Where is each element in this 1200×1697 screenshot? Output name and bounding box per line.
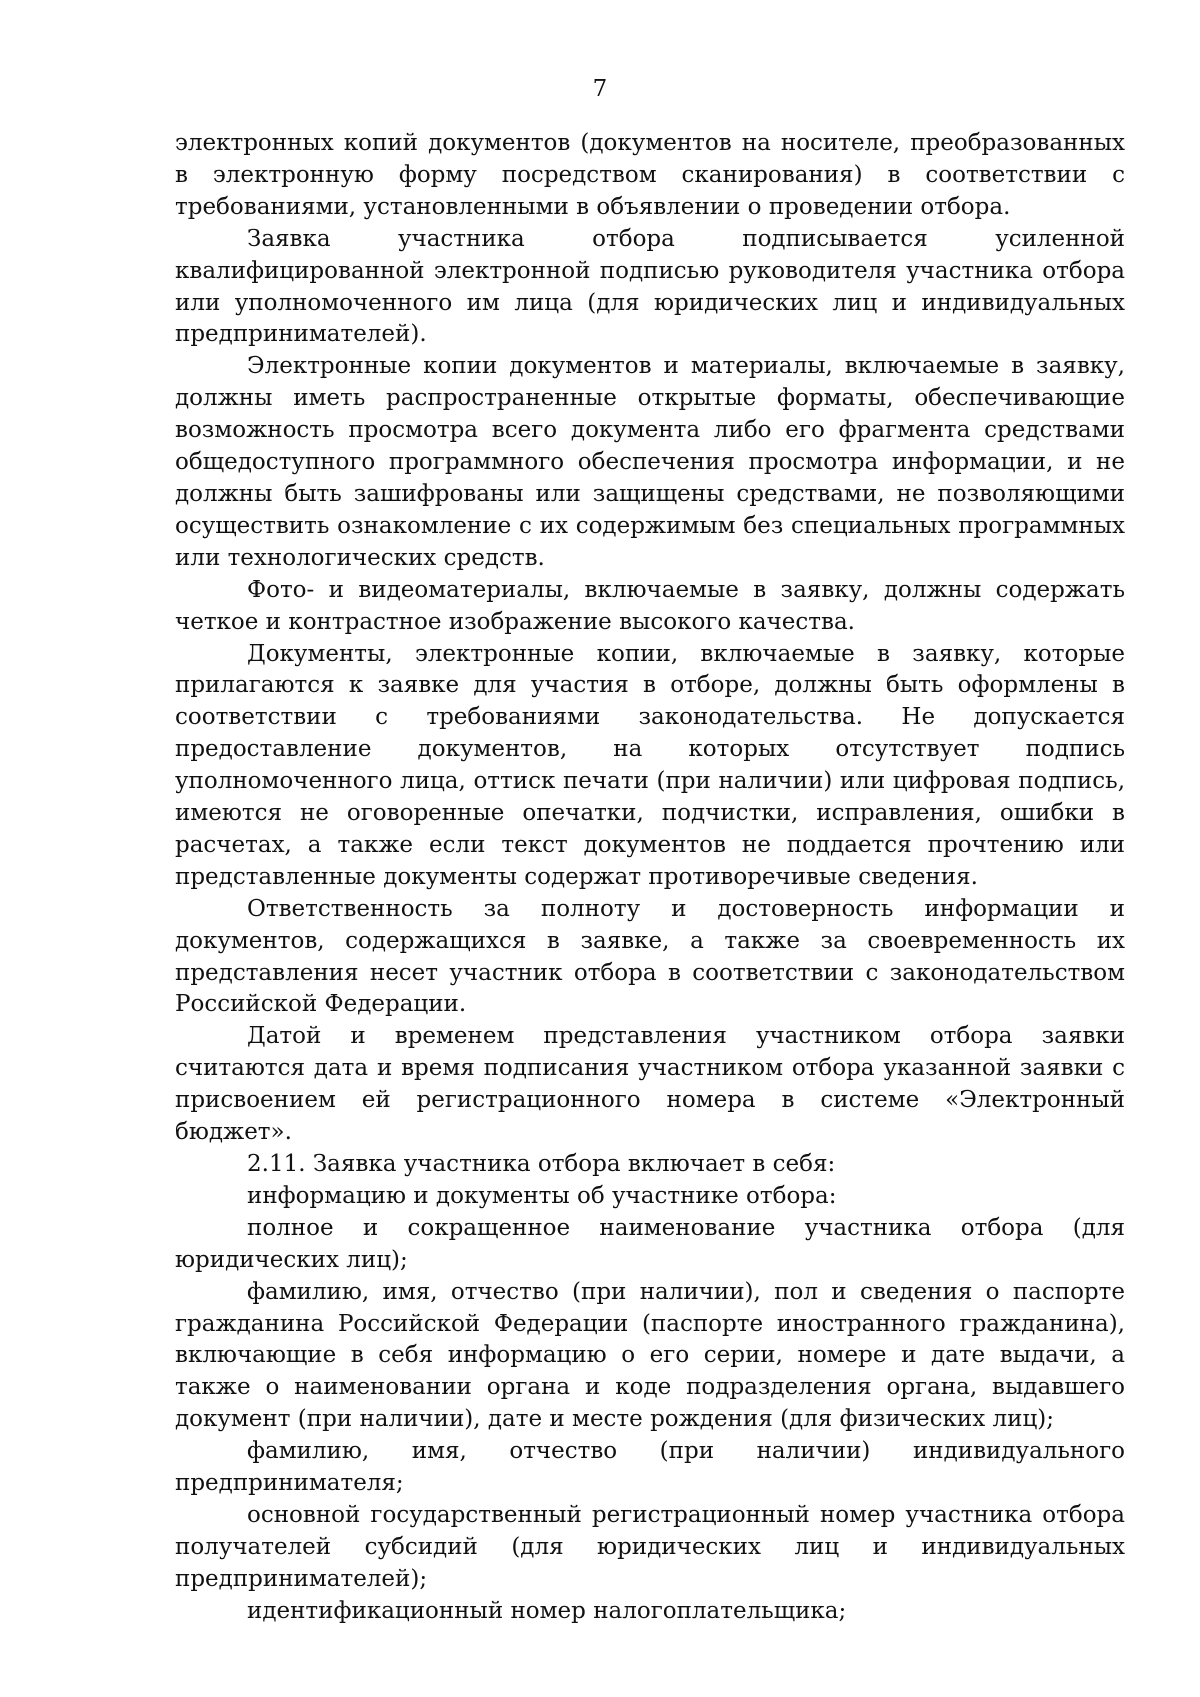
paragraph: Фото- и видеоматериалы, включаемые в заявку, должны содержать четкое и контрастное изображение высокого качества. xyxy=(175,576,1125,635)
paragraph: Документы, электронные копии, включаемые в заявку, которые прилагаются к заявке для участия в отборе, должны быть оформлены в соответствии с требованиями законодательства. Не допускается предоставление документов, на которых отсутствует подпись уполномоченного лица, оттиск печати (при наличии) или цифровая подпись, имеются не оговоренные опечатки, подчистки, исправления, ошибки в расчетах, а также если текст документов не поддается прочтению или представленные документы содержат противоречивые сведения. xyxy=(175,640,1125,890)
page-number: 7 xyxy=(592,76,608,102)
paragraph: информацию и документы об участнике отбора: xyxy=(247,1182,837,1209)
list-item: фамилию, имя, отчество (при наличии), пол и сведения о паспорте гражданина Российской Федерации (паспорте иностранного гражданина), включающие в себя информацию о его серии, номере и дате выдачи, а также о наименовании органа и коде подразделения органа, выдавшего документ (при наличии), дате и месте рождения (для физических лиц); xyxy=(175,1278,1125,1433)
list-item: идентификационный номер налогоплательщика; xyxy=(247,1597,847,1624)
paragraph: Ответственность за полноту и достоверность информации и документов, содержащихся в заявке, а также за своевременность их представления несет участник отбора в соответствии с законодательством Российской Федерации. xyxy=(175,895,1125,1018)
paragraph: Электронные копии документов и материалы, включаемые в заявку, должны иметь распространенные открытые форматы, обеспечивающие возможность просмотра всего документа либо его фрагмента средствами общедоступного программного обеспечения просмотра информации, и не должны быть зашифрованы или защищены средствами, не позволяющими осуществить ознакомление с их содержимым без специальных программных или технологических средств. xyxy=(175,353,1125,571)
paragraph: Датой и временем представления участником отбора заявки считаются дата и время подписания участником отбора указанной заявки с присвоением ей регистрационного номера в системе «Электронный бюджет». xyxy=(175,1023,1125,1146)
section-heading: 2.11. Заявка участника отбора включает в себя: xyxy=(247,1151,836,1177)
list-item: основной государственный регистрационный номер участника отбора получателей субсидий (для юридических лиц и индивидуальных предпринимателей); xyxy=(175,1501,1125,1592)
paragraph: электронных копий документов (документов на носителе, преобразованных в электронную форму посредством сканирования) в соответствии с требованиями, установленными в объявлении о проведении отбора. xyxy=(175,130,1125,220)
list-item: фамилию, имя, отчество (при наличии) индивидуального предпринимателя; xyxy=(175,1438,1125,1497)
list-item: полное и сокращенное наименование участника отбора (для юридических лиц); xyxy=(175,1214,1125,1273)
paragraph: Заявка участника отбора подписывается усиленной квалифицированной электронной подписью руководителя участника отбора или уполномоченного им лица (для юридических лиц и индивидуальных предпринимателей). xyxy=(175,225,1125,348)
document-body xyxy=(175,128,1125,1628)
